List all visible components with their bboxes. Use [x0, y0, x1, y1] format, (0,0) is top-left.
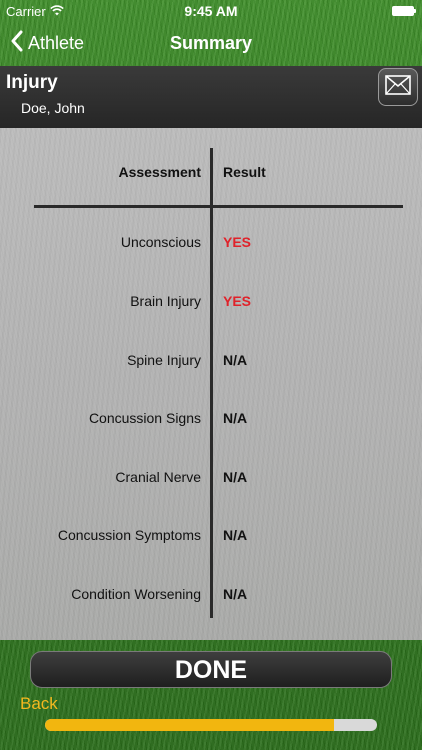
progress-fill [45, 719, 334, 731]
done-button[interactable]: DONE [30, 651, 392, 688]
result-value-unconscious: YES [223, 234, 252, 250]
status-bar [0, 0, 422, 22]
nav-bar [0, 22, 422, 66]
assessment-label-cranial-nerve: Cranial Nerve [115, 469, 201, 485]
horizontal-divider [34, 205, 403, 208]
summary-panel [0, 128, 422, 640]
progress-bar [45, 719, 377, 731]
back-button[interactable]: Back [20, 694, 58, 713]
status-time: 9:45 AM [184, 3, 238, 19]
result-value-brain-injury: YES [223, 293, 252, 309]
header-title: Injury [6, 72, 58, 93]
athlete-name: Doe, John [21, 100, 85, 116]
injury-header [0, 66, 422, 128]
assessment-label-brain-injury: Brain Injury [130, 293, 201, 309]
assessment-label-unconscious: Unconscious [120, 234, 201, 250]
assessment-label-spine-injury: Spine Injury [127, 352, 201, 368]
vertical-divider [210, 148, 213, 618]
envelope-icon [385, 75, 411, 100]
nav-title: Summary [169, 33, 253, 53]
column-header-result: Result [223, 164, 266, 180]
assessment-label-concussion-symptoms: Concussion Symptoms [57, 527, 201, 543]
result-value-condition-worsening: N/A [223, 586, 248, 602]
nav-back-label: Athlete [28, 33, 85, 53]
result-value-concussion-signs: N/A [223, 410, 248, 426]
email-button[interactable] [378, 68, 418, 106]
column-header-assessment: Assessment [118, 164, 201, 180]
result-value-cranial-nerve: N/A [223, 469, 248, 485]
carrier-label: Carrier [6, 4, 46, 19]
result-value-concussion-symptoms: N/A [223, 527, 248, 543]
battery-icon [392, 6, 414, 16]
assessment-label-condition-worsening: Condition Worsening [71, 586, 201, 602]
assessment-label-concussion-signs: Concussion Signs [88, 410, 201, 426]
result-value-spine-injury: N/A [223, 352, 248, 368]
